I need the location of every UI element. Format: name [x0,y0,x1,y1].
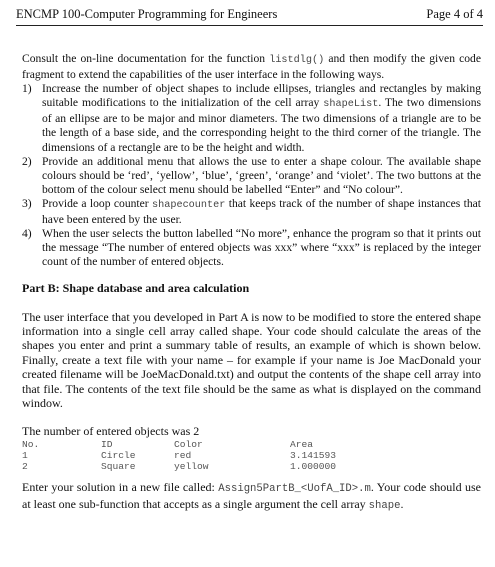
table-cell: 2 [22,461,28,473]
solution-text: Enter your solution in a new file called: [22,480,219,495]
intro-text-end: and then modify the given code fragment to extend the capabilities of the user interface in the following ways. [22,52,482,82]
item-text: Provide a loop counter [42,196,152,210]
solution-code: shape [368,500,401,513]
item-number: 4) [22,227,32,241]
column-header: No. [22,439,40,451]
item-text: When the user selects the button labelled “No more”, enhance the program so that it prints out the message “The number of entered objects was xxx” where “xxx” is replaced by the integer count of the number of entered objects. [42,227,481,269]
item-text-end: that keeps track of the number of shape instances that have been entered by the user. [42,196,481,227]
part-b-paragraph: The user interface that you developed in Part A is now to be modified to store the entered shape information into a single cell array called shape. Your code should calculate the areas of the shapes you enter and print a summary table of results, an example of which is shown below. Finally, create a text file with your name – for example if your name is Joe MacDonald your created filename will be JoeMacDonald.txt) and output the contents of the shape cell array into that file. The contents of the text file should be the same as what is displayed on the command window. [22,309,481,410]
part-b-heading: Part B: Shape database and area calculation [22,281,250,296]
table-row [22,461,370,472]
course-title: ENCMP 100-Computer Programming for Engineers [16,7,278,21]
list-item [22,155,481,197]
item-code: shapeList [323,99,379,111]
table-cell: yellow [174,461,209,473]
page-number: Page 4 of 4 [426,7,483,21]
item-number: 1) [22,82,32,96]
table-cell: Circle [101,450,136,462]
table-cell: 3.141593 [290,450,337,462]
column-header: Color [174,439,203,451]
header-rule [16,25,483,26]
table-header-row [22,439,370,450]
item-text: Increase the number of object shapes to include ellipses, triangles and rectangles by making suitable modifications to the initialization of the cell array [42,82,481,110]
intro-paragraph [22,52,481,82]
column-header: ID [101,439,113,451]
table-cell: 1 [22,450,28,462]
page-header [16,7,483,25]
item-code: shapecounter [152,199,226,211]
solution-text-mid: . Your code should use at least one sub-function that accepts as a single argument the cell array [22,480,482,512]
list-item [22,82,481,154]
solution-text-end: . [400,497,404,512]
table-cell: 1.000000 [290,461,337,473]
intro-code: listdlg() [269,55,325,66]
table-cell: red [174,450,192,462]
item-number: 3) [22,196,32,210]
requirements-list [22,82,481,269]
column-header: Area [290,439,314,451]
solution-paragraph [22,480,481,514]
item-text: Provide an additional menu that allows the use to enter a shape colour. The available shape colours should be ‘red’, ‘yellow’, ‘blue’, ‘green’, ‘orange’ and ‘violet’. The two buttons at the bottom of the colour select menu should be labelled “Enter” and “No colour”. [42,154,481,196]
item-number: 2) [22,154,32,168]
page-content [22,52,481,514]
item-text-end: . The two dimensions of an ellipse are to be major and minor diameters. The two dimensions of a triangle are to be the length of a base side, and the corresponding height to the third corner of the triangle. The dimensions of a rectangle are to be the height and width. [42,96,482,154]
solution-filename: Assign5PartB_<UofA_ID>.m [218,483,371,496]
table-row [22,450,370,461]
intro-text: Consult the on-line documentation for the function [22,52,270,65]
summary-table [22,439,370,472]
list-item [22,197,481,227]
object-count-line: The number of entered objects was 2 [22,424,200,439]
list-item [22,227,481,269]
table-cell: Square [101,461,136,473]
